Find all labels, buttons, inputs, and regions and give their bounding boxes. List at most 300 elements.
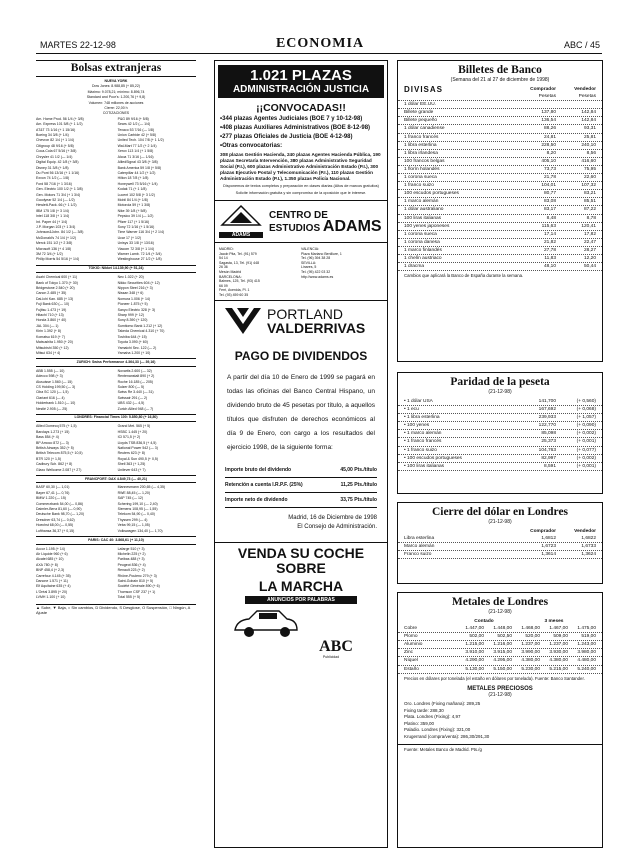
billetes-box [397,60,603,362]
quote-line: Shell 363 (+ 1,25) [117,462,146,467]
table-cell: (+ 0,077) [576,447,596,453]
quote-line: Adecco 598 (+ 3) [36,374,63,379]
table-cell: 115,63 [541,223,556,229]
table-cell: (+ 0,090) [576,423,596,429]
quote-line: Alcoa 71 3/16 (— 1/16) [117,154,154,159]
table-cell: 136,54 [541,118,556,124]
quote-line: Chevron 82 1/4 (+ 1 1/4) [36,138,75,143]
address-line: Jacob Pita, Tel. (91) 579 54 14 [219,251,257,261]
ny-quotes [36,117,196,263]
table-row [398,247,602,255]
table-row [398,649,602,657]
table-cell: 3.910,00 [465,650,484,656]
ny-line: COTIZACIONES [102,111,130,116]
table-cell: Billete pequeño [404,118,438,124]
quote-line: Sony 8.390 (+ 120) [117,318,148,323]
table-cell: 8,591 [543,463,556,469]
table-cell: 73,73 [543,166,556,172]
ny-right [118,117,196,263]
quote-line: Clariant 616 (— 4) [36,395,65,400]
table-cell: 137,80 [541,110,556,116]
adams-brand: ADAMS [322,217,382,235]
dividend-label: Retención a cuenta I.R.P.F. (25%) [225,481,303,488]
billetes-sub: (Semana del 21 al 27 de diciembre de 1998) [450,77,550,83]
table-cell: 3.930,00 [549,650,568,656]
venda-ad [215,542,387,659]
table-cell: • 100 yenes [404,423,430,429]
paris-right [118,547,196,601]
table-cell: 1 libra esterlina [404,142,437,148]
quote-line: Nikko Securities 604 (+ 12) [117,280,160,285]
table-cell: • 1 franco francés [404,439,442,445]
zurich-left [36,369,114,412]
quote-line: Siemens 108,95 (— 1,55) [117,507,158,512]
ad-small-1: Disponemos de textos completos y preparación en clases diarias (Altos de marcos gratuitos) [223,184,379,188]
portland-name [267,307,365,335]
ad-item: • 408 plazas Auxiliares Administrativos (BOE 8-12-98) [220,125,382,132]
table-cell: 3.915,00 [493,650,512,656]
ny-header [36,79,196,117]
table-row [398,535,602,543]
table-cell: 5.130,00 [465,666,484,672]
table-cell: 3.990,00 [521,650,540,656]
table-cell: 405,10 [541,158,556,164]
quote-line: Ford 58 7/16 (+ 1 3/16) [36,181,72,186]
tokio-title: TOKIO: Nikkei 14.139,90 (+ 51,24) [36,265,196,273]
quote-line: Royal & Sun 490,5 (+ 0,5) [117,456,158,461]
table-cell: 11,83 [544,255,556,261]
table-cell: 17,82 [583,231,596,237]
table-row [398,223,602,231]
quote-line: Kirin 1.392 (+ 8) [36,329,61,334]
address-line: Linares, 5 [301,265,317,270]
quote-line: Renault 223 (+ 2) [117,568,145,573]
portland-l1: PORTLAND [267,305,343,322]
quote-line: Hitachi 710 (+ 13) [36,313,64,318]
table-row [398,142,602,150]
ny-line: Cierre: 22,00 h [104,106,128,111]
table-cell: 87,22 [583,207,596,213]
quote-line: Sony 72 1/16 (+ 1 5/16) [117,224,155,229]
quote-line: Xerox 113 1/4 (+ 1 5/8) [117,149,154,154]
ny-left [36,117,114,263]
quote-line: Mitsubishi 350 (+ 12) [36,345,69,350]
quote-line: BNP 458,4 (+ 2,3) [36,568,65,573]
address-line: http://www.adams.es [301,274,334,279]
table-row [398,657,602,665]
table-cell: 82,997 [541,455,556,461]
ny-title: NUEVA YORK [104,79,128,83]
quote-line: Grand Met. 565 (+ 5) [117,424,151,429]
frankfurt-right [118,485,196,534]
quote-line: HSBC 1.445 (+ 20) [117,429,148,434]
quote-line: AT&T 73 1/16 (+ 1 15/16) [36,127,76,132]
table-row [398,398,602,406]
table-row [398,633,602,641]
table-row [398,158,602,166]
table-row [398,198,602,206]
address-right [301,247,383,298]
table-cell: Cobre [404,626,418,632]
metales-note: Precios en dólares por tonelada (el estaño en dólares por tonelada). Fuente: Banco Santander. [404,675,585,681]
table-cell: 1 dólar EE.UU. [404,102,436,108]
table-cell: 1 marco finlandés [404,247,442,253]
quote-line: Texaco 53 7/16 (— 1/8) [117,127,154,132]
quote-line: Nec 1.022 (+ 20) [117,275,144,280]
ad-item: • 277 plazas Oficiales de Justicia (BOE 4-12-98) [220,134,382,141]
table-cell: 83,17 [543,207,556,213]
zurich-title: ZURICH: Swiss Performance 4.364,33 (— 39,16) [36,358,196,366]
table-row [398,239,602,247]
table-cell: 141,700 [538,399,556,404]
quote-line: SAP 745 (— 12) [117,496,144,501]
quote-line: Digital Equip. 42 1/8 (+ 3/8) [36,160,79,165]
triangle-icon [221,205,261,227]
table-cell: Aluminio [404,642,423,648]
bolsas-legend: ▲ Sube, ▼ Baja, = Sin cambios, D Dividendo, S Desglose, O Suspensión, □ Ningún, A Ajuste [36,604,196,616]
table-row [398,109,602,117]
table-cell: 50,44 [583,264,596,270]
plazas-count: 1.021 PLAZAS [250,67,352,84]
quote-line: Veba 99,15 (— 1,05) [117,523,150,528]
table-cell: • 1 libra esterlina [404,415,440,421]
address-line: Tel. (93) 459 60 35 [219,292,249,297]
address-left [219,247,301,298]
table-row [398,125,602,133]
cierre-sub: (21-12-98) [488,519,512,525]
table-row [398,117,602,125]
table-row [398,255,602,263]
adams-name [269,210,382,234]
quote-line: BMW 1.220 (— 15) [36,496,66,501]
quote-line: Thomson CSF 237 (+ 1) [117,589,156,594]
tokio-quotes [36,275,196,356]
table-cell: 167,692 [538,407,556,413]
table-cell: • 1 franco suizo [404,447,437,453]
table-row [398,447,602,455]
table-cell: 88,26 [543,126,556,132]
table-cell: • 100 liras italianas [404,463,445,469]
venda-line1: VENDA SU COCHE SOBRE [237,544,365,576]
quote-line: Union Carbide 42 (+ 5/8) [117,133,157,138]
table-cell: Plomo [404,634,418,640]
table-row [398,206,602,214]
table-cell: Franco suizo [404,552,432,558]
table-cell: 85,51 [583,199,596,205]
billetes-foot: Cambios que aplicará la Banco de España durante la semana. [404,273,524,279]
ny-line: Máximo: 9.078,21; mínimo: 8.896,74 [87,89,145,94]
quote-line: Barclays 1.273 (+ 15) [36,429,70,434]
table-cell: 1 dólar canadiense [404,126,445,132]
quote-line: Pioneer 1.875 (+ 5) [117,302,148,307]
quote-line: Pepsico 39 1/4 (— 1/2) [117,214,154,219]
quote-line: Nomura 1.006 (+ 14) [117,296,151,301]
quote-line: Philip Morris 54 5/16 (+ 1/4) [36,257,80,262]
table-cell: 1.467,00 [549,626,568,632]
billetes-header [398,86,602,93]
address-line: BARCELONA: [219,274,242,279]
quote-line: ABB 1.555 (— 10) [36,368,65,373]
quote-line: Nippon Steel 216 (+ 3) [117,286,153,291]
sig-consejo: El Consejo de Administración. [297,523,377,530]
table-cell: • 100 escudos portugueses [404,455,462,461]
dividend-row [225,493,377,508]
quote-line: RWE 88,45 (— 1,20) [117,490,151,495]
ny-line: Dow Jones: 8.988,85 (+ 85,22) [92,84,140,89]
table-cell: 1,6723 [541,544,556,550]
table-cell: 22,60 [583,175,596,181]
quote-line: Komatsu 619 (+ 7) [36,334,65,339]
table-row [398,641,602,649]
quote-line: Westinghouse 27 1/2 (+ 1/8) [117,257,162,262]
quote-line: Air Liquide 960 (+ 6) [36,551,68,556]
quote-line: Merck 151 1/2 (+ 2 3/8) [36,241,73,246]
quote-line: Bridgestone 2.540 (+ 20) [36,286,75,291]
frankfurt-left [36,485,114,534]
quote-line: British Airways 352 (+ 5) [36,446,74,450]
quote-line: Alusuisse 1.560 (— 15) [36,379,73,384]
page-header [40,38,600,52]
table-cell: 25,373 [541,439,556,445]
quote-line: Takeda Chemical 4.310 (+ 70) [117,329,165,334]
table-cell: 85,098 [541,431,556,437]
portland-header [215,300,387,341]
quote-line: Nissan 348 (+ 6) [117,291,144,296]
address-line: Tel. (95) 422 03 32 [301,269,331,274]
quote-line: P&G 89 9/16 (+ 5/8) [117,116,149,121]
table-cell: • 1 marco alemán [404,431,442,437]
metales-header: Contado 3 meses [474,619,564,624]
table-cell: 100 escudos portugueses [404,191,459,197]
quote-line: Schering 199,10 (— 2,40) [117,501,158,506]
quote-line: Glaxo Wellcome 2.087 (+ 27) [36,467,82,472]
table-cell: 1 marco alemán [404,199,439,205]
table-cell: 142,84 [581,118,596,124]
paris-title: PARIS: CAC 40: 3.868,61 (+ 11,10) [36,536,196,544]
metales-title: Metales de Londres [451,596,549,608]
ad-small-2: Solicite información gratuita y sin compromiso de la oposición que le interese. [235,191,367,195]
adams-centro: CENTRO DE [269,209,328,221]
quote-line: Mobil 84 1/4 (+ 1/8) [117,197,148,202]
cierre-rows [398,535,602,559]
page-number: ABC / 45 [563,40,600,50]
table-cell [516,101,556,108]
table-cell: 1,3614 [541,552,556,558]
ads-column [214,60,388,848]
quote-line: Unisys 33 1/8 (+ 13/16) [117,241,154,246]
precioso-line: Plata. Londres (Fixing): 4,97 [404,714,461,720]
quote-line: Honda 3.860 (+ 40) [36,318,67,323]
quote-line: Lufthansa 36,37 (+ 0,15) [36,528,75,533]
quote-line: ICI 571,5 (+ 2) [117,435,141,440]
table-cell: 5.230,00 [521,666,540,672]
quote-line: AXA 780 (+ 8) [36,562,58,567]
table-row [398,430,602,438]
quote-line: Microsoft 136 (+ 4 1/8) [36,246,72,251]
table-cell: 100 yenes japoneses [404,223,450,229]
table-row [398,455,602,463]
quote-line: Bank of Tokyo 1.370 (+ 30) [36,280,78,285]
dividendos-table [225,463,377,508]
ad-otras: 308 plazas Gestión Hacienda, 240 plazas Agentes Hacienda Pública, 190 plazas Secretaría Intervención, 380 plazas Administrativo Seguridad Social (P.I.), 600 plazas Administrativo Administración Estado (P.I.), 300 plazas Ejecutivo Postal y Telecomunicación (P.I.), 110 plazas Gestión Administración Estado (P.I.), 1.350 plazas Policía Nacional. [220,152,381,181]
table-row [398,174,602,182]
table-cell: (+ 1,057) [576,415,596,421]
quote-line: Swissair 291 (— 2) [117,395,148,400]
table-cell: 239,933 [538,415,556,421]
table-row [398,625,602,633]
quote-line: Rhône-Poulenc 279 (+ 3) [117,573,157,578]
frankfurt-quotes [36,485,196,534]
table-cell: 4.290,00 [465,658,484,664]
table-cell: 1 corona danesa [404,239,440,245]
table-cell: 1,6812 [541,536,556,542]
quote-line: Toshiba 644 (+ 15) [117,334,147,339]
table-cell: 1.215,00 [465,642,484,648]
quote-line: Saint-Gobain 810 (+ 5) [117,578,154,583]
quote-line: Fujitsu 1.473 (+ 19) [36,307,67,312]
quote-line: Du Pont 56 13/16 (+ 1 1/16) [36,170,80,175]
precioso-line: Oro. Londres (Fixing mañana): 289,25 [404,701,481,707]
quote-line: Warner Lamb. 72 1/4 (+ 3/4) [117,252,162,256]
table-cell: 122,770 [538,423,556,429]
quote-line: Roche 16.185 (— 205) [117,379,154,384]
table-cell: Estaño [404,666,419,672]
quote-line: Sears 42 1/2 (— 1/4) [117,122,151,127]
quote-line: Mitsui 634 (+ 4) [36,350,61,355]
quote-line: Alcatel 685 (+ 10) [36,557,64,562]
table-cell: 1 libra irlandesa [404,150,438,156]
table-cell: 83,08 [543,199,556,205]
bolsas-title: Bolsas extranjeras [36,60,196,77]
plazas-admin: ADMINISTRACIÓN JUSTICIA [232,84,370,95]
quote-line: Exxon 74 1/2 (— 1/8) [36,176,70,181]
quote-line: L'Oréal 3.895 (+ 20) [36,589,68,594]
table-cell: 8,20 [546,150,556,156]
quote-line: Int. Paper 44 (+ 1/4) [36,219,68,224]
cierre-box [397,502,603,584]
address-line: VALENCIA: [301,247,320,251]
table-cell: 1 chelín austriaco [404,255,442,261]
dividend-row [225,463,377,478]
table-cell: 80,77 [543,191,556,197]
address-line: Plaza Mariano Benlliure, 1 [301,251,342,256]
quote-line: Honeywell 73 5/16 (+ 1/4) [117,181,158,186]
address-line: MADRID: [219,247,234,251]
table-row [398,166,602,174]
quote-line: Bass 854 (+ 4) [36,435,59,440]
table-cell: 502,00 [469,634,484,640]
dividend-label: Importe bruto del dividendo [225,466,292,473]
table-cell: 1.447,00 [465,626,484,632]
table-cell: 100 liras italianas [404,215,442,221]
table-cell: 142,84 [581,110,596,116]
table-cell: 8,48 [546,215,556,221]
table-cell: 104,763 [538,447,556,453]
table-cell: 502,50 [497,634,512,640]
quote-line: Carrefour 4.145 (+ 35) [36,573,71,578]
quote-line: Citigroup 48 9/16 (+ 5/8) [36,143,74,148]
quote-line: Total 555 (+ 5) [117,595,141,600]
table-cell: 1,6733 [581,544,596,550]
quote-line: Kodak 71 (+ 1 1/8) [117,187,147,192]
table-cell: 104,01 [541,183,556,189]
table-cell: 93,31 [583,126,596,132]
dividend-value: 45,00 Pts./título [340,466,377,473]
table-row [398,134,602,142]
address-line: SEVILLA: [301,260,317,265]
table-cell: Marco alemán [404,544,435,550]
paridad-sub: (21-12-98) [488,389,512,395]
table-cell: 17,14 [543,231,556,237]
quote-line: Ucar 17 (+ 1/2) [117,235,142,240]
zurich-right [118,369,196,412]
table-row [398,190,602,198]
table-cell: 8,56 [586,150,596,156]
quote-line: Telekom 54,90 (— 0,40) [117,512,155,517]
quote-line: Asahi Chemical 600 (+ 11) [36,275,78,280]
table-row [398,150,602,158]
table-cell: • 1 dólar USA [404,399,433,404]
table-cell: Zinc [404,650,414,656]
adams-emblem [219,205,263,238]
quote-line: Michelin 225 (+ 2) [117,551,146,556]
quote-line: Zurich Allied 948 (— 7) [117,406,154,411]
quote-line: Intel 118 3/8 (+ 1 1/4) [36,214,70,219]
quote-line: Pfizer 117 (+ 1 5/16) [117,219,150,224]
londres-left [36,424,114,473]
quote-line: Société Générale 890 (+ 6) [117,584,160,589]
quote-line: Toyota 3.090 (+ 60) [117,340,148,345]
quote-line: Ciba SC 120 (— 1,5) [36,390,69,395]
quote-line: Sanyo Electric 328 (+ 3) [117,307,156,312]
table-row [398,215,602,223]
preciosos-rows [398,701,602,740]
quote-line: Accor 1.195 (+ 14) [36,546,65,551]
metales-box [397,592,603,848]
billetes-units: Pesetas Pesetas [398,93,602,101]
paridad-rows [398,398,602,471]
address-line: Ferri, Avenida, Pl. 1 [219,288,250,293]
quote-line: Lloyds TSB 836,5 (+ 4,5) [117,440,157,445]
table-cell: 416,60 [581,158,596,164]
table-row [398,231,602,239]
ad-item: • 344 plazas Agentes Judiciales (BOE 7 y 10-12-98) [220,116,382,123]
billetes-title: Billetes de Banco [458,64,542,76]
precioso-line: Krugerrand (compra/venta): 286,30/291,30 [404,733,490,739]
quote-line: Cadbury Sch. 862 (+ 8) [36,462,73,467]
address-line: Balmes, 125, Tel. (93) 415 66 09 [219,279,260,288]
quote-line: Fuji Bank 630 (— 10) [36,302,70,307]
londres-quotes [36,424,196,473]
table-cell: 5.215,00 [549,666,568,672]
table-cell: 509,00 [553,634,568,640]
billetes-rows [398,101,602,271]
table-cell: 22,47 [583,239,596,245]
quote-line: Allied Domecq 575 (+ 1,5) [36,424,77,429]
table-cell: 4.380,00 [549,658,568,664]
quote-line: Viacom 72 3/8 (+ 1 1/4) [117,246,155,251]
table-cell: 520,00 [525,634,540,640]
ad-item: • Otras convocatorias: [220,143,382,150]
vendedor-label: Vendedor [574,87,596,92]
quote-line: Hoechst 68,00 (— 0,55) [36,523,74,528]
table-cell: 228,50 [541,142,556,148]
frankfurt-title: FRANCFORT: DAX 4.849,73 (— 40,21) [36,475,196,483]
paris-quotes [36,547,196,601]
quote-line: UBS 432 (— 4,5) [117,401,145,406]
table-cell: (+ 0,001) [576,439,596,445]
quote-line: Bayer 67,41 (— 0,76) [36,490,70,495]
